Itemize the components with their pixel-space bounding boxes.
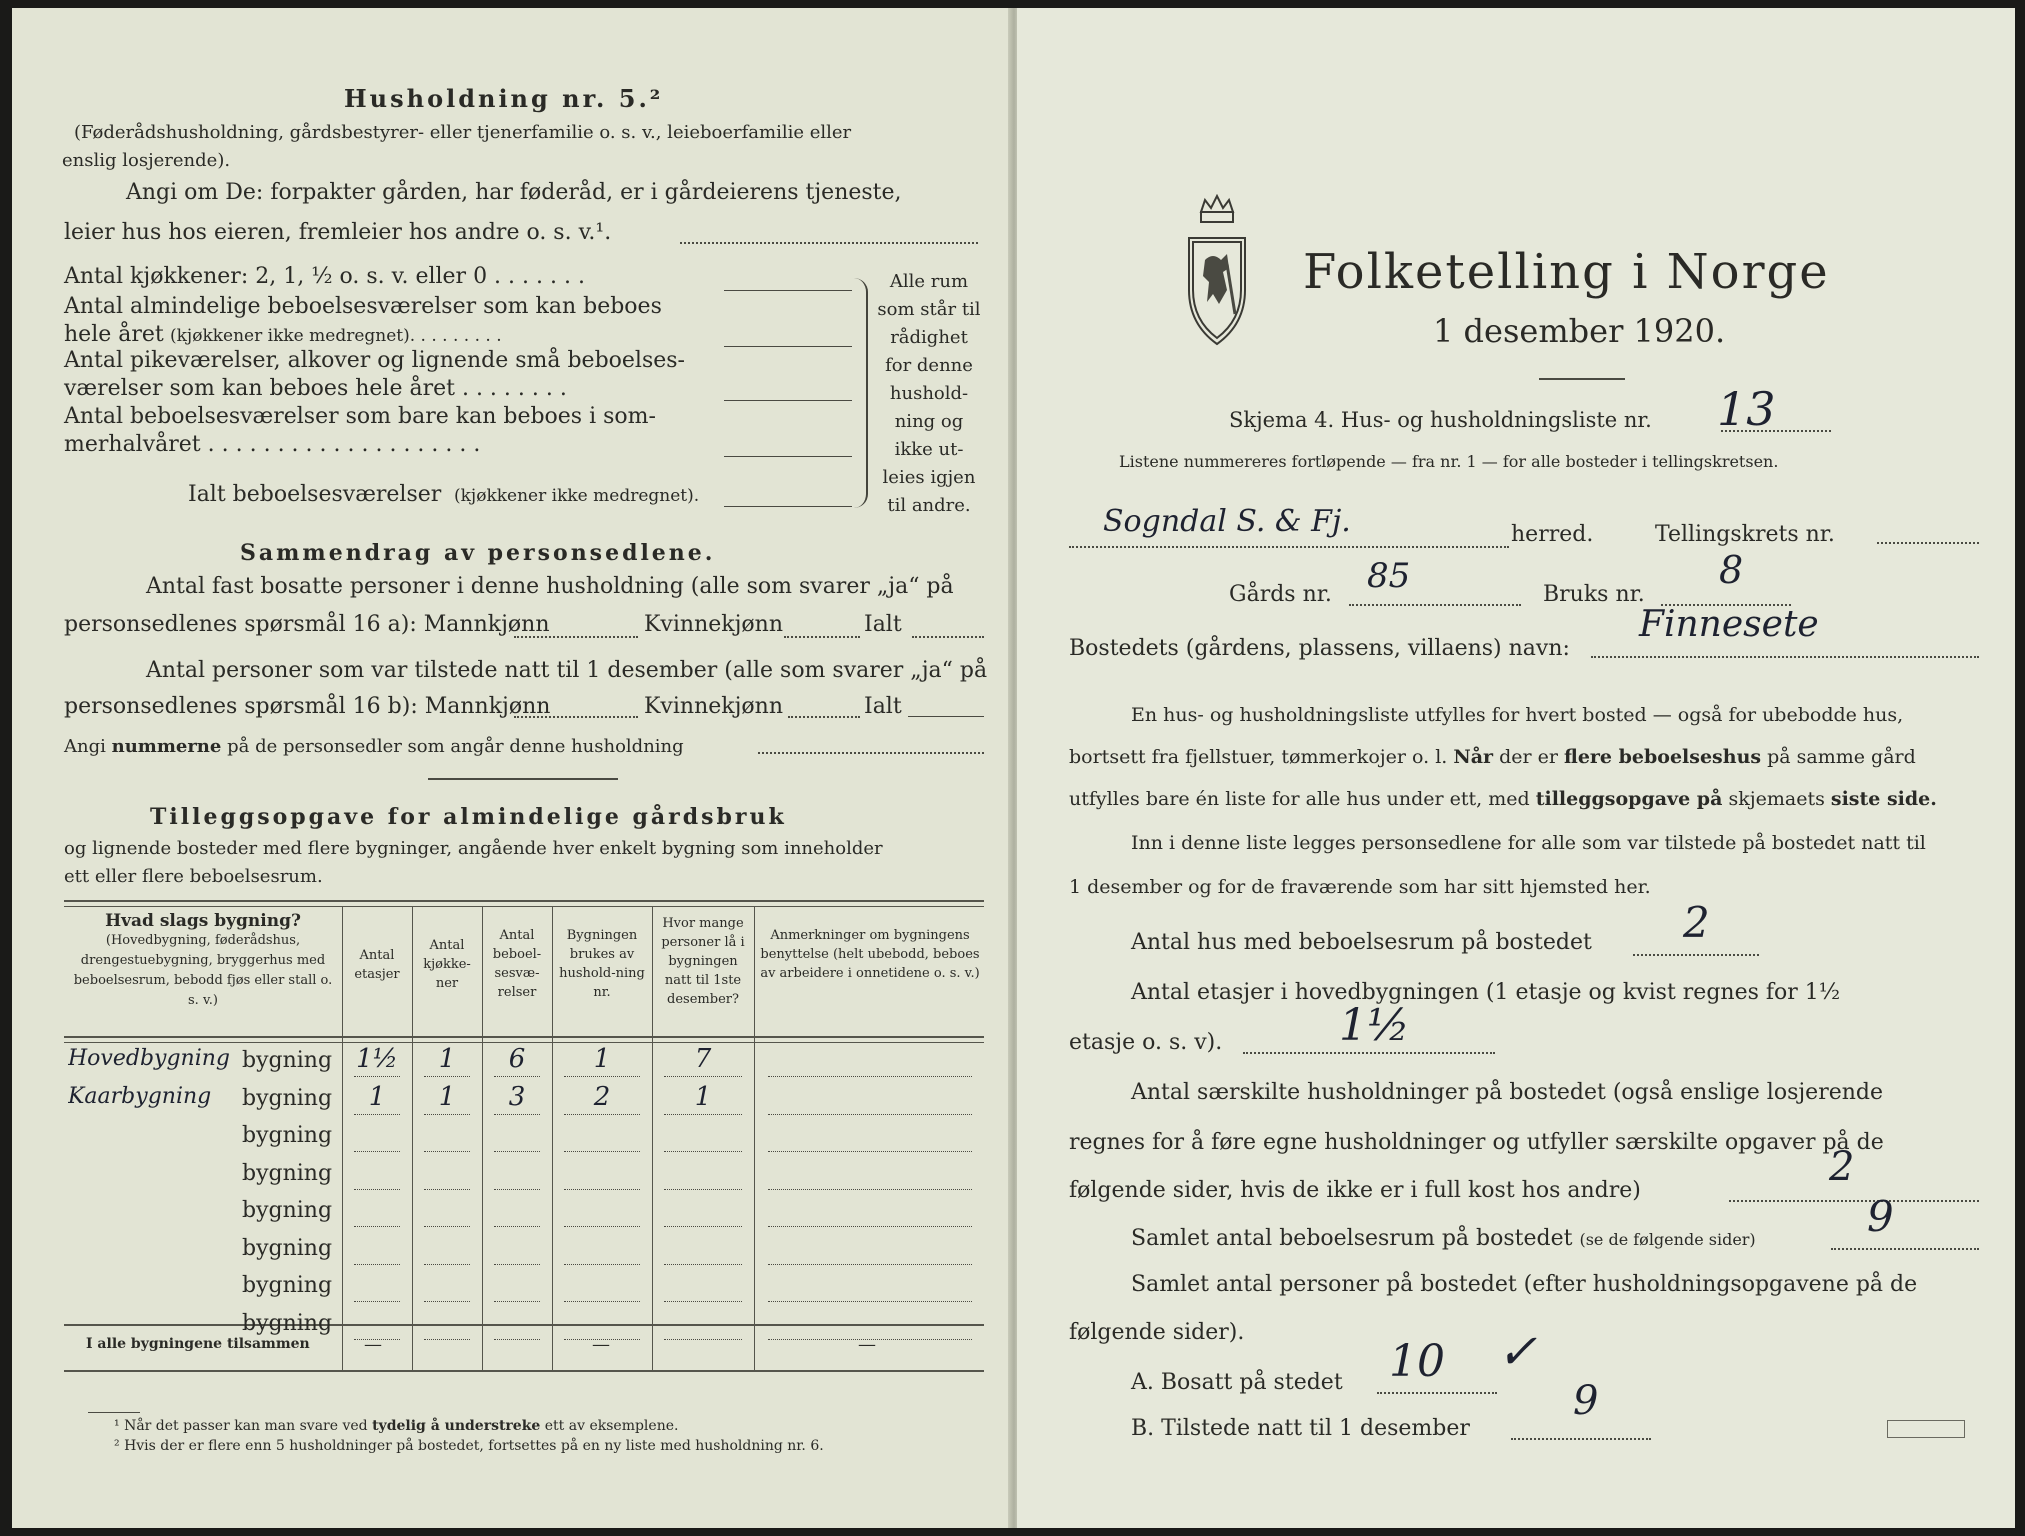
pike-label-1: Antal pikeværelser, alkover og lignende små beboelses-	[64, 348, 685, 373]
bosted-label: Bostedets (gårdens, plassens, villaens) navn:	[1069, 636, 1570, 661]
summary-line-2a: personsedlenes spørsmål 16 a): Mannkjønn	[64, 612, 550, 637]
anmerkning-field[interactable]	[768, 1114, 972, 1115]
cell-line	[424, 1226, 470, 1227]
etasjer-value[interactable]: 1½	[1339, 1000, 1410, 1051]
tellingskrets-label: Tellingskrets nr.	[1655, 522, 1835, 547]
table-total-rule	[64, 1324, 984, 1326]
summary-line-4a: personsedlenes spørsmål 16 b): Mannkjønn	[64, 694, 551, 719]
cell-hush-2[interactable]: 2	[593, 1081, 611, 1112]
sidenote-brace	[852, 278, 868, 508]
tillegg-line-1: og lignende bosteder med flere bygninger, angående hver enkelt bygning som inneholder	[64, 838, 883, 859]
hush-label-1: Antal særskilte husholdninger på bostedet (også enslige losjerende	[1131, 1080, 1884, 1105]
table-bottom-rule	[64, 1370, 984, 1372]
cell-rum-2[interactable]: 3	[508, 1081, 526, 1112]
cell-line	[494, 1301, 540, 1302]
tilstede-mann-field[interactable]	[514, 716, 638, 718]
cell-line	[564, 1226, 640, 1227]
cell-line	[494, 1226, 540, 1227]
samlet-pers-label-2: følgende sider).	[1069, 1320, 1245, 1345]
anmerkning-field[interactable]	[768, 1226, 972, 1227]
gards-line	[1349, 604, 1521, 606]
cell-line	[354, 1226, 400, 1227]
alm-answer-line[interactable]	[724, 346, 852, 347]
samlet-rum-value[interactable]: 9	[1867, 1192, 1894, 1241]
fast-ialt-field[interactable]	[912, 636, 984, 638]
sidenote-line: for denne	[885, 355, 973, 376]
nummerne-field[interactable]	[758, 752, 984, 754]
cell-line	[494, 1076, 540, 1077]
title-rule	[1539, 378, 1625, 380]
pike-label-2: værelser som kan beboes hele året . . . . . . . .	[64, 376, 567, 401]
tilstede-kvinne-field[interactable]	[788, 716, 860, 718]
cell-etasjer-2[interactable]: 1	[368, 1081, 386, 1112]
angi-nummer-line	[64, 736, 684, 757]
building-name-2[interactable]: Kaarbygning	[68, 1083, 212, 1109]
total-label: I alle bygningene tilsammen	[86, 1336, 310, 1352]
col-divider-1	[342, 906, 343, 1370]
cell-line	[424, 1301, 470, 1302]
ialt-note: (kjøkkener ikke medregnet).	[454, 486, 700, 506]
etasjer-label-2: etasje o. s. v).	[1069, 1030, 1223, 1055]
kjokken-label: Antal kjøkkener: 2, 1, ½ o. s. v. eller 0 . . . . . . .	[64, 264, 585, 289]
instr-3d: siste side.	[1830, 788, 1937, 810]
sidenote-line: som står til	[877, 299, 981, 320]
section-divider	[428, 778, 618, 780]
pike-answer-line[interactable]	[724, 400, 852, 401]
samlet-rum-a: Samlet antal beboelsesrum på bostedet	[1131, 1226, 1573, 1251]
building-name-1[interactable]: Hovedbygning	[68, 1046, 231, 1071]
left-page	[12, 8, 1012, 1528]
alm-label-2b: (kjøkkener ikke medregnet). . . . . . . . .	[170, 326, 502, 346]
footnote-1c: ett av eksemplene.	[544, 1418, 679, 1434]
bosatt-line	[1377, 1392, 1497, 1394]
col-divider-3	[482, 906, 483, 1370]
sidenote-line: ikke ut-	[894, 439, 964, 460]
summary-line-4c: Ialt	[864, 694, 902, 719]
sommer-label-2: merhalvåret . . . . . . . . . . . . . . . . . . . .	[64, 432, 481, 457]
alm-label-2: hele året	[64, 322, 164, 347]
cell-rum-1[interactable]: 6	[508, 1044, 526, 1074]
cell-pers-1[interactable]: 7	[694, 1044, 712, 1074]
cell-line	[564, 1264, 640, 1265]
total-etasjer: —	[364, 1334, 382, 1355]
kjokken-answer-line[interactable]	[724, 290, 852, 291]
samlet-pers-label-1: Samlet antal personer på bostedet (efter husholdningsopgavene på de	[1131, 1272, 1918, 1297]
tilstede-ialt-field[interactable]	[908, 716, 984, 717]
th-bygning	[68, 912, 338, 1011]
bruks-value[interactable]: 8	[1719, 548, 1744, 592]
cell-line	[424, 1189, 470, 1190]
cell-line	[664, 1339, 742, 1340]
fast-mann-field[interactable]	[514, 636, 638, 638]
angi-line-1: Angi om De: forpakter gården, har føderåd, er i gårdeierens tjeneste,	[126, 180, 902, 205]
hus-line	[1633, 954, 1759, 956]
angi-line-2: leier hus hos eieren, fremleier hos andre o. s. v.¹.	[64, 220, 612, 245]
sommer-answer-line[interactable]	[724, 456, 852, 457]
cell-line	[354, 1076, 400, 1077]
th-anmerkninger: Anmerkninger om bygningens benyttelse (helt ubebodd, beboes av arbeidere i onnetidene o. s. v.)	[760, 928, 980, 981]
household-heading: Husholdning nr. 5.²	[344, 84, 664, 113]
cell-line	[564, 1301, 640, 1302]
summary-line-1: Antal fast bosatte personer i denne husholdning (alle som svarer „ja“ på	[146, 574, 954, 599]
col-divider-4	[552, 906, 553, 1370]
instr-line-1: En hus- og husholdningsliste utfylles for hvert bosted — også for ubebodde hus,	[1131, 704, 1904, 726]
cell-line	[424, 1264, 470, 1265]
herred-value[interactable]: Sogndal S. & Fj.	[1103, 504, 1351, 539]
th-bygning-title: Hvad slags bygning?	[105, 911, 301, 931]
angi-nummer-b: nummerne	[111, 736, 222, 757]
cell-line	[664, 1226, 742, 1227]
tilstede-value[interactable]: 9	[1573, 1378, 1599, 1424]
cell-line	[494, 1114, 540, 1115]
gards-label: Gårds nr.	[1229, 582, 1332, 607]
listene-note: Listene nummereres fortløpende — fra nr. 1 — for alle bosteder i tellingskretsen.	[1119, 452, 1779, 471]
cell-line	[664, 1189, 742, 1190]
summary-title: Sammendrag av personsedlene.	[240, 540, 716, 566]
sidenote-line: Alle rum	[889, 271, 969, 292]
footnote-rule	[88, 1412, 140, 1413]
etasjer-label-1: Antal etasjer i hovedbygningen (1 etasje og kvist regnes for 1½	[1131, 980, 1841, 1005]
ialt-answer-line[interactable]	[724, 506, 852, 507]
summary-line-4b: Kvinnekjønn	[644, 694, 783, 719]
cell-pers-2[interactable]: 1	[694, 1081, 712, 1112]
th-etasjer: Antal etasjer	[354, 948, 400, 982]
samlet-rum-label	[1131, 1226, 1756, 1251]
bygning-label: bygning	[242, 1273, 333, 1298]
hush-value[interactable]: 2	[1829, 1144, 1855, 1190]
hush-label-3: følgende sider, hvis de ikke er i full kost hos andre)	[1069, 1178, 1641, 1203]
tellingskrets-field[interactable]	[1877, 542, 1979, 544]
cell-line	[664, 1114, 742, 1115]
th-personer: Hvor mange personer lå i bygningen natt til 1ste desember?	[661, 916, 745, 1007]
tillegg-title: Tilleggsopgave for almindelige gårdsbruk	[150, 804, 787, 830]
cell-line	[354, 1264, 400, 1265]
anmerkning-field[interactable]	[768, 1189, 972, 1190]
skjema-number-line	[1721, 430, 1831, 432]
cell-line	[354, 1114, 400, 1115]
th-bygning-sub: (Hovedbygning, føderådshus, drengestuebygning, bryggerhus med beboelsesrum, bebodd fjøs eller stall o. s. v.)	[73, 933, 333, 1008]
household-intro: (Føderådshusholdning, gårdsbestyrer- eller tjenerfamilie o. s. v., leieboerfamilie eller	[74, 122, 852, 143]
bygning-label: bygning	[242, 1198, 333, 1223]
table-header-rule-2	[64, 1042, 984, 1043]
samlet-rum-note: (se de følgende sider)	[1579, 1230, 1756, 1249]
bygning-label: bygning	[242, 1160, 333, 1186]
herred-label: herred.	[1511, 522, 1594, 547]
sidenote-line: hushold-	[889, 383, 969, 404]
instr-line-2	[1069, 746, 1916, 768]
instr-line-5: 1 desember og for de fraværende som har sitt hjemsted her.	[1069, 876, 1651, 898]
angi-nummer-a: Angi	[64, 736, 106, 757]
samlet-rum-line	[1831, 1248, 1979, 1250]
cell-line	[354, 1301, 400, 1302]
footnote-2: ² Hvis der er flere enn 5 husholdninger på bostedet, fortsettes på en ny liste med husholdning nr. 6.	[114, 1438, 824, 1454]
col-divider-6	[754, 906, 755, 1370]
summary-line-2b: Kvinnekjønn	[644, 612, 783, 637]
cell-line	[664, 1076, 742, 1077]
sidenote-line: leies igjen	[882, 467, 976, 488]
hush-label-2: regnes for å føre egne husholdninger og utfyller særskilte opgaver på de	[1069, 1130, 1884, 1155]
cell-line	[664, 1301, 742, 1302]
cell-kjokken-1[interactable]: 1	[438, 1044, 456, 1074]
cell-line	[424, 1151, 470, 1152]
sidenote-line: til andre.	[887, 495, 971, 516]
census-sheet	[12, 8, 2015, 1528]
etasjer-line	[1243, 1052, 1495, 1054]
cell-line	[564, 1114, 640, 1115]
angi-answer-line[interactable]	[680, 242, 978, 244]
anmerkning-field[interactable]	[768, 1151, 972, 1152]
skjema-label: Skjema 4. Hus- og husholdningsliste nr.	[1229, 408, 1652, 432]
alm-label-1: Antal almindelige beboelsesværelser som kan beboes	[64, 294, 662, 319]
th-beboelsesrum: Antal beboel-sesvæ-relser	[492, 928, 542, 1000]
printer-stamp	[1887, 1420, 1965, 1438]
sidenote-line: ning og	[894, 411, 964, 432]
col-divider-5	[652, 906, 653, 1370]
coat-of-arms-icon	[1183, 194, 1251, 350]
bygning-label: bygning	[242, 1235, 333, 1261]
bosatt-value[interactable]: 10	[1389, 1336, 1445, 1387]
bosatt-label: A. Bosatt på stedet	[1131, 1370, 1343, 1395]
table-top-rule-2	[64, 906, 984, 907]
footnote-1a: ¹ Når det passer kan man svare ved	[114, 1418, 368, 1434]
ialt-label: Ialt beboelsesværelser	[188, 482, 442, 507]
cell-line	[494, 1189, 540, 1190]
th-kjokkener: Antal kjøkke-ner	[423, 938, 471, 991]
hus-label: Antal hus med beboelsesrum på bostedet	[1131, 930, 1592, 955]
table-top-rule	[64, 900, 984, 902]
cell-etasjer-1[interactable]: 1½	[356, 1044, 398, 1074]
skjema-number[interactable]: 13	[1717, 382, 1776, 436]
census-date: 1 desember 1920.	[1433, 312, 1726, 350]
tillegg-line-2: ett eller flere beboelsesrum.	[64, 866, 323, 887]
anmerkning-field[interactable]	[768, 1301, 972, 1302]
bosted-value[interactable]: Finnesete	[1639, 604, 1819, 645]
instr-3b: tilleggsopgave på	[1535, 788, 1723, 810]
bygning-label: bygning	[242, 1123, 333, 1148]
cell-line	[564, 1076, 640, 1077]
herred-line	[1069, 546, 1509, 548]
household-intro-2: enslig losjerende).	[62, 150, 231, 171]
sidenote-line: rådighet	[890, 327, 968, 348]
footnote-1	[114, 1418, 678, 1434]
fast-kvinne-field[interactable]	[784, 636, 860, 638]
hus-value[interactable]: 2	[1683, 898, 1710, 947]
anmerkning-field[interactable]	[768, 1076, 972, 1077]
cell-hush-1[interactable]: 1	[593, 1044, 611, 1074]
right-page	[1017, 8, 2015, 1528]
instr-2b: Når	[1453, 746, 1494, 768]
cell-line	[664, 1264, 742, 1265]
th-husholdning: Bygningen brukes av hushold-ning nr.	[559, 928, 645, 1000]
footnote-1b: tydelig å understreke	[372, 1418, 541, 1434]
anmerkning-field[interactable]	[768, 1264, 972, 1265]
bygning-label: bygning	[242, 1048, 333, 1073]
cell-line	[424, 1339, 470, 1340]
cell-line	[494, 1151, 540, 1152]
angi-nummer-c: på de personsedler som angår denne husholdning	[227, 736, 684, 757]
cell-line	[424, 1076, 470, 1077]
instr-3a: utfylles bare én liste for alle hus under ett, med	[1069, 788, 1530, 810]
cell-line	[494, 1339, 540, 1340]
total-husholdning: —	[592, 1334, 610, 1355]
instr-2c: der er	[1499, 746, 1558, 768]
summary-line-2c: Ialt	[864, 612, 902, 637]
bosted-line	[1591, 656, 1979, 658]
sommer-label-1: Antal beboelsesværelser som bare kan beboes i som-	[64, 404, 656, 429]
cell-line	[564, 1189, 640, 1190]
bygning-label: bygning	[242, 1310, 333, 1336]
summary-line-3: Antal personer som var tilstede natt til 1 desember (alle som svarer „ja“ på	[146, 658, 988, 683]
total-anmerkninger: —	[858, 1334, 876, 1355]
cell-line	[354, 1189, 400, 1190]
col-divider-2	[412, 906, 413, 1370]
bruks-label: Bruks nr.	[1543, 582, 1645, 607]
check-mark-icon: ✓	[1497, 1324, 1538, 1380]
cell-line	[564, 1151, 640, 1152]
instr-2e: på samme gård	[1767, 746, 1916, 768]
tilstede-label: B. Tilstede natt til 1 desember	[1131, 1416, 1470, 1441]
cell-kjokken-2[interactable]: 1	[438, 1081, 456, 1112]
instr-2a: bortsett fra fjellstuer, tømmerkojer o. l.	[1069, 746, 1448, 768]
hush-line	[1729, 1200, 1979, 1202]
instr-2d: flere beboelseshus	[1564, 746, 1762, 768]
sidenote	[874, 268, 984, 520]
cell-line	[354, 1151, 400, 1152]
table-header-rule	[64, 1036, 984, 1038]
cell-line	[664, 1151, 742, 1152]
census-title: Folketelling i Norge	[1303, 244, 1830, 300]
tilstede-line	[1511, 1438, 1651, 1440]
instr-3c: skjemaets	[1728, 788, 1825, 810]
instr-line-4: Inn i denne liste legges personsedlene for alle som var tilstede på bostedet natt til	[1131, 832, 1926, 854]
gards-value[interactable]: 85	[1367, 556, 1411, 596]
bygning-label: bygning	[242, 1085, 333, 1111]
instr-line-3	[1069, 788, 1937, 810]
cell-line	[494, 1264, 540, 1265]
cell-line	[424, 1114, 470, 1115]
